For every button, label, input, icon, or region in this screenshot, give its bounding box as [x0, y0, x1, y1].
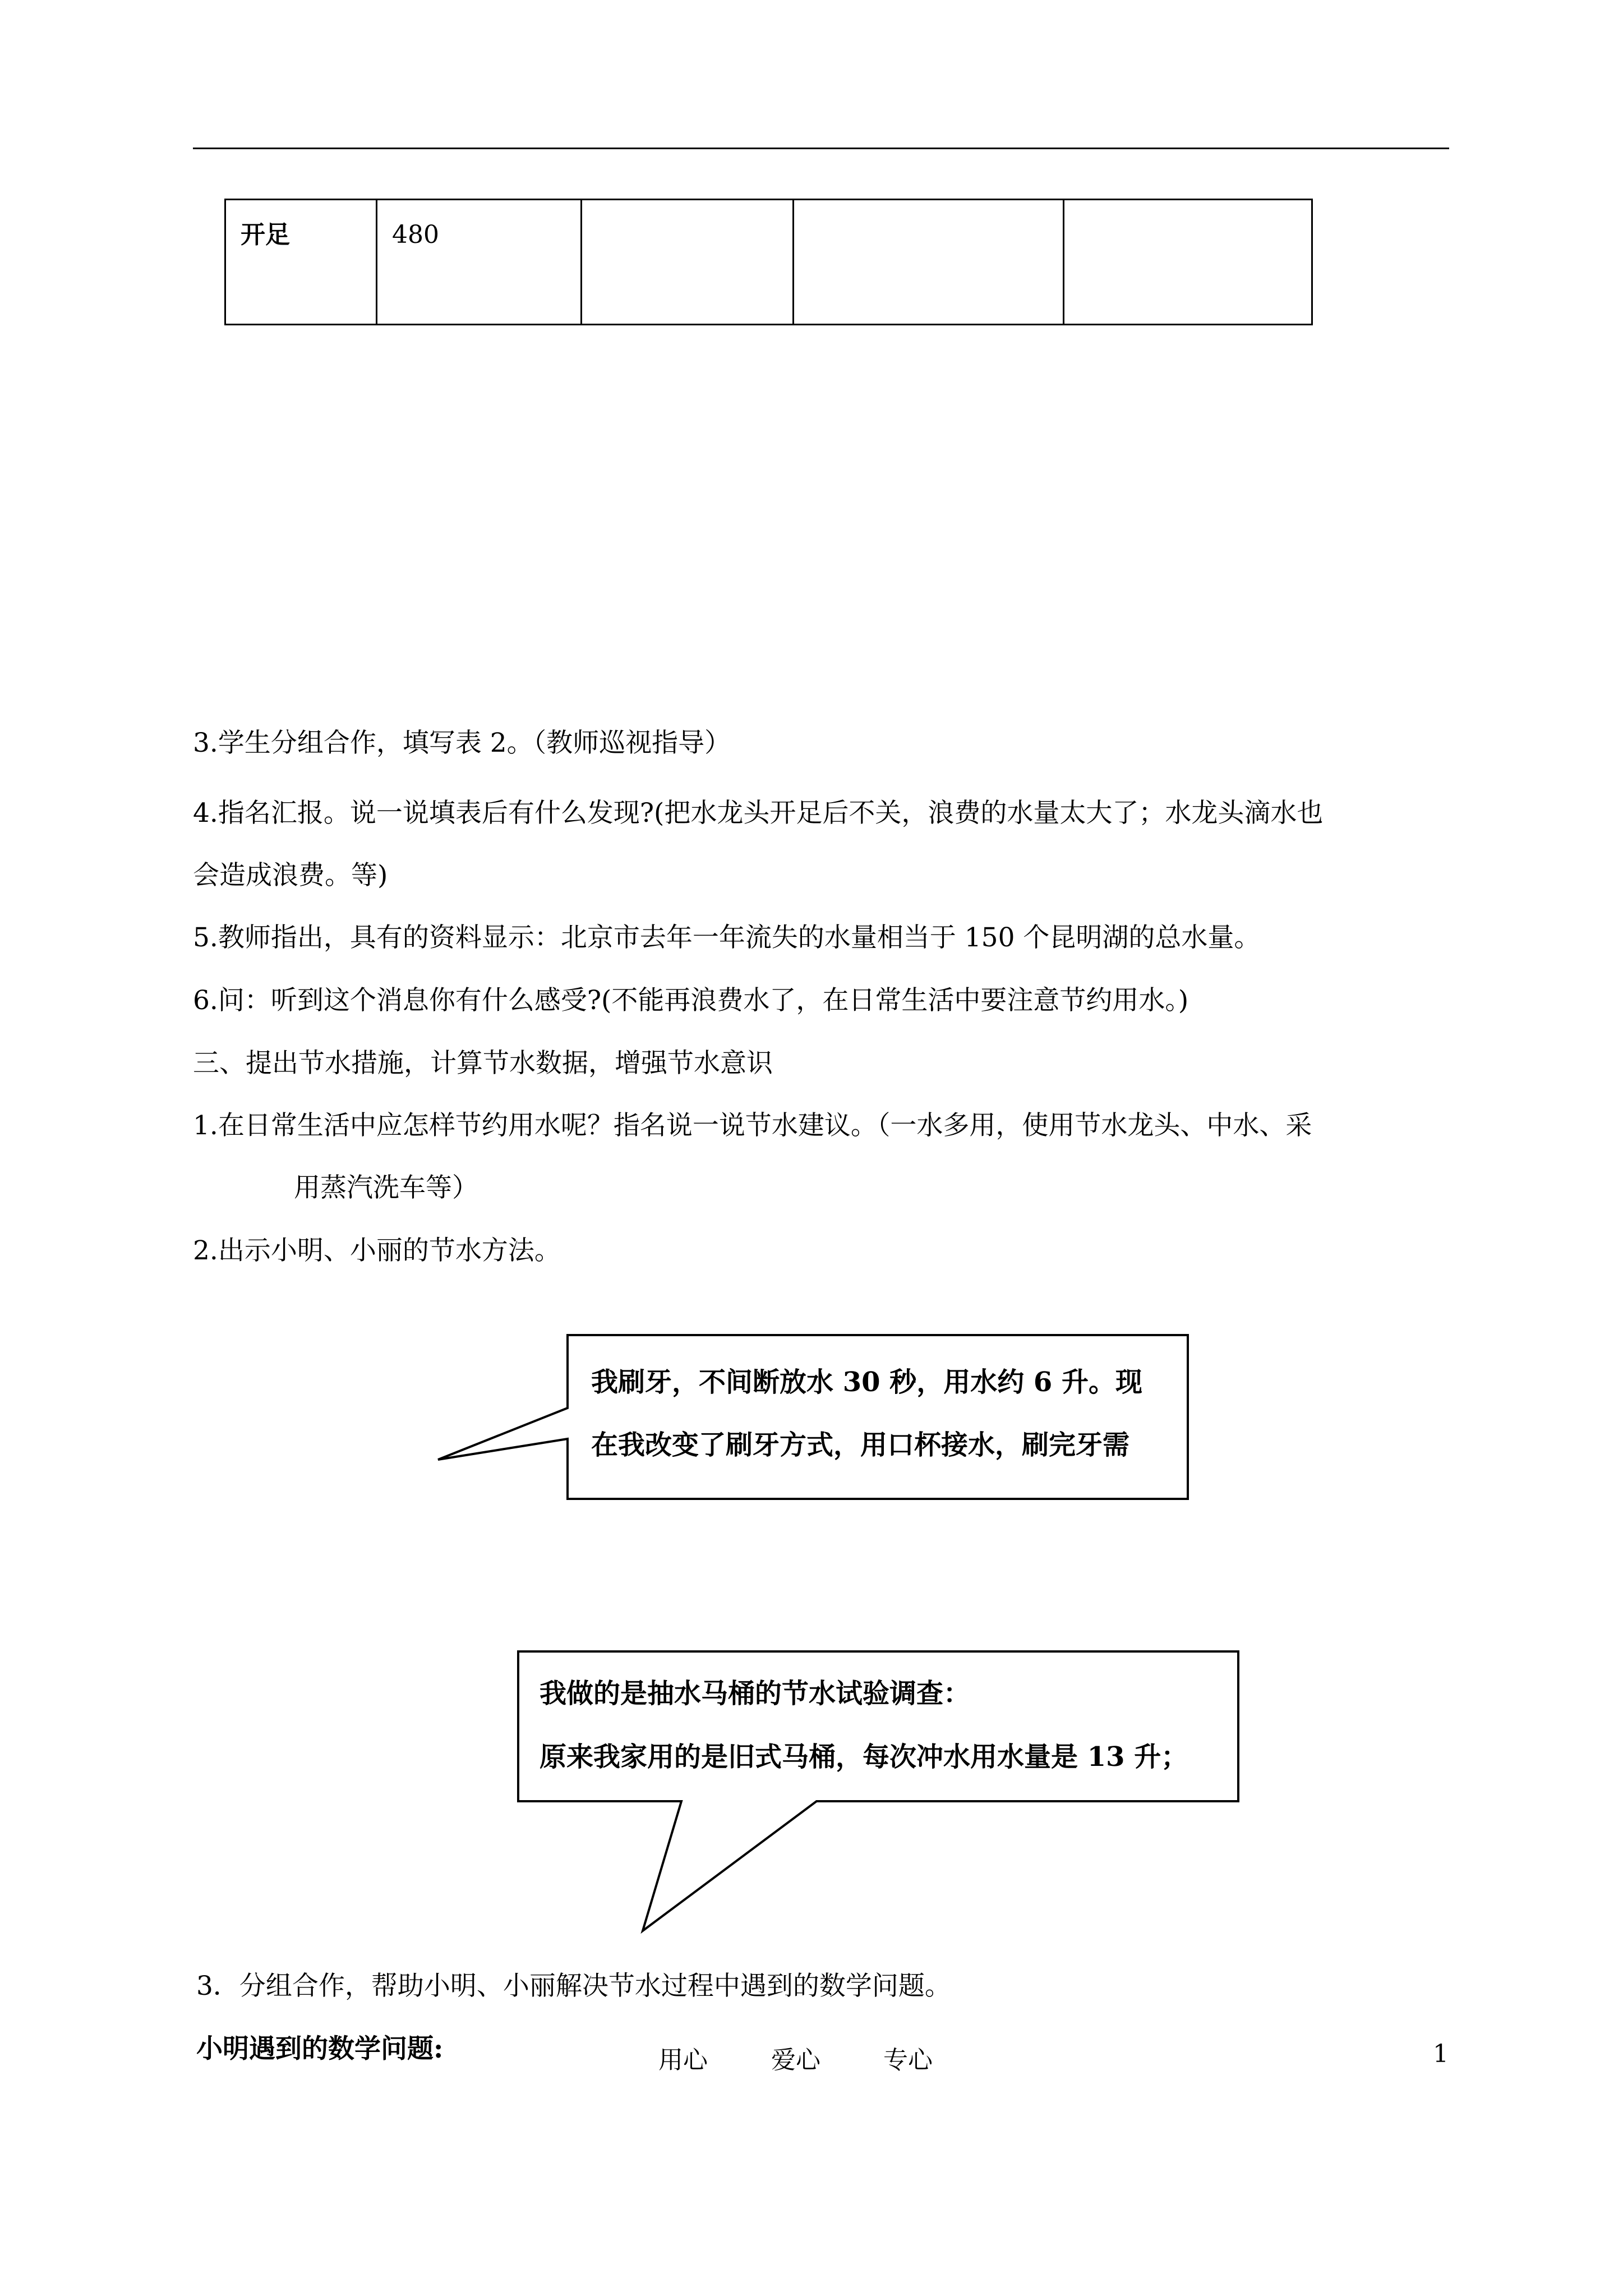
- paragraph-suggestion-2: 2.出示小明、小丽的节水方法。: [193, 1235, 561, 1266]
- paragraph-suggestion-1: 1.在日常生活中应怎样节约用水呢？指名说一说节水建议。（一水多用，使用节水龙头、中水、采: [193, 1110, 1312, 1141]
- subheading-xiaoming: 小明遇到的数学问题:: [196, 2033, 444, 2064]
- paragraph-step5: 5.教师指出，具有的资料显示：北京市去年一年流失的水量相当于 150 个昆明湖的总水量。: [193, 922, 1261, 953]
- paragraph-step3: 3.学生分组合作，填写表 2。（教师巡视指导）: [193, 728, 731, 758]
- table-cell-label: 开足: [225, 200, 377, 325]
- bubble1-line1: 我刷牙，不间断放水 30 秒，用水约 6 升。现: [591, 1366, 1143, 1398]
- bubble2-line1: 我做的是抽水马桶的节水试验调查：: [540, 1678, 971, 1709]
- page-number: 1: [1433, 2040, 1449, 2068]
- paragraph-step6: 6.问：听到这个消息你有什么感受?(不能再浪费水了，在日常生活中要注意节约用水。): [193, 985, 1189, 1016]
- bubble2-line2: 原来我家用的是旧式马桶，每次冲水用水量是 13 升；: [540, 1741, 1188, 1773]
- paragraph-step3-group: 3．分组合作，帮助小明、小丽解决节水过程中遇到的数学问题。: [196, 1971, 951, 2001]
- table-cell-value: 480: [377, 200, 582, 325]
- bubble1-shape: [438, 1335, 1188, 1499]
- section-heading-3: 三、提出节水措施，计算节水数据，增强节水意识: [193, 1048, 773, 1079]
- paragraph-step4: 4.指名汇报。说一说填表后有什么发现?(把水龙头开足后不关，浪费的水量太大了；水龙头滴水也: [193, 798, 1324, 829]
- bubble1-line2: 在我改变了刷牙方式，用口杯接水，刷完牙需: [591, 1429, 1130, 1461]
- paragraph-step4-cont: 会造成浪费。等): [193, 860, 388, 891]
- footer-word-1: 用心: [658, 2046, 708, 2074]
- footer-word-3: 专心: [883, 2046, 933, 2074]
- paragraph-suggestion-1-cont: 用蒸汽洗车等）: [294, 1172, 478, 1203]
- footer-word-2: 爱心: [771, 2046, 820, 2074]
